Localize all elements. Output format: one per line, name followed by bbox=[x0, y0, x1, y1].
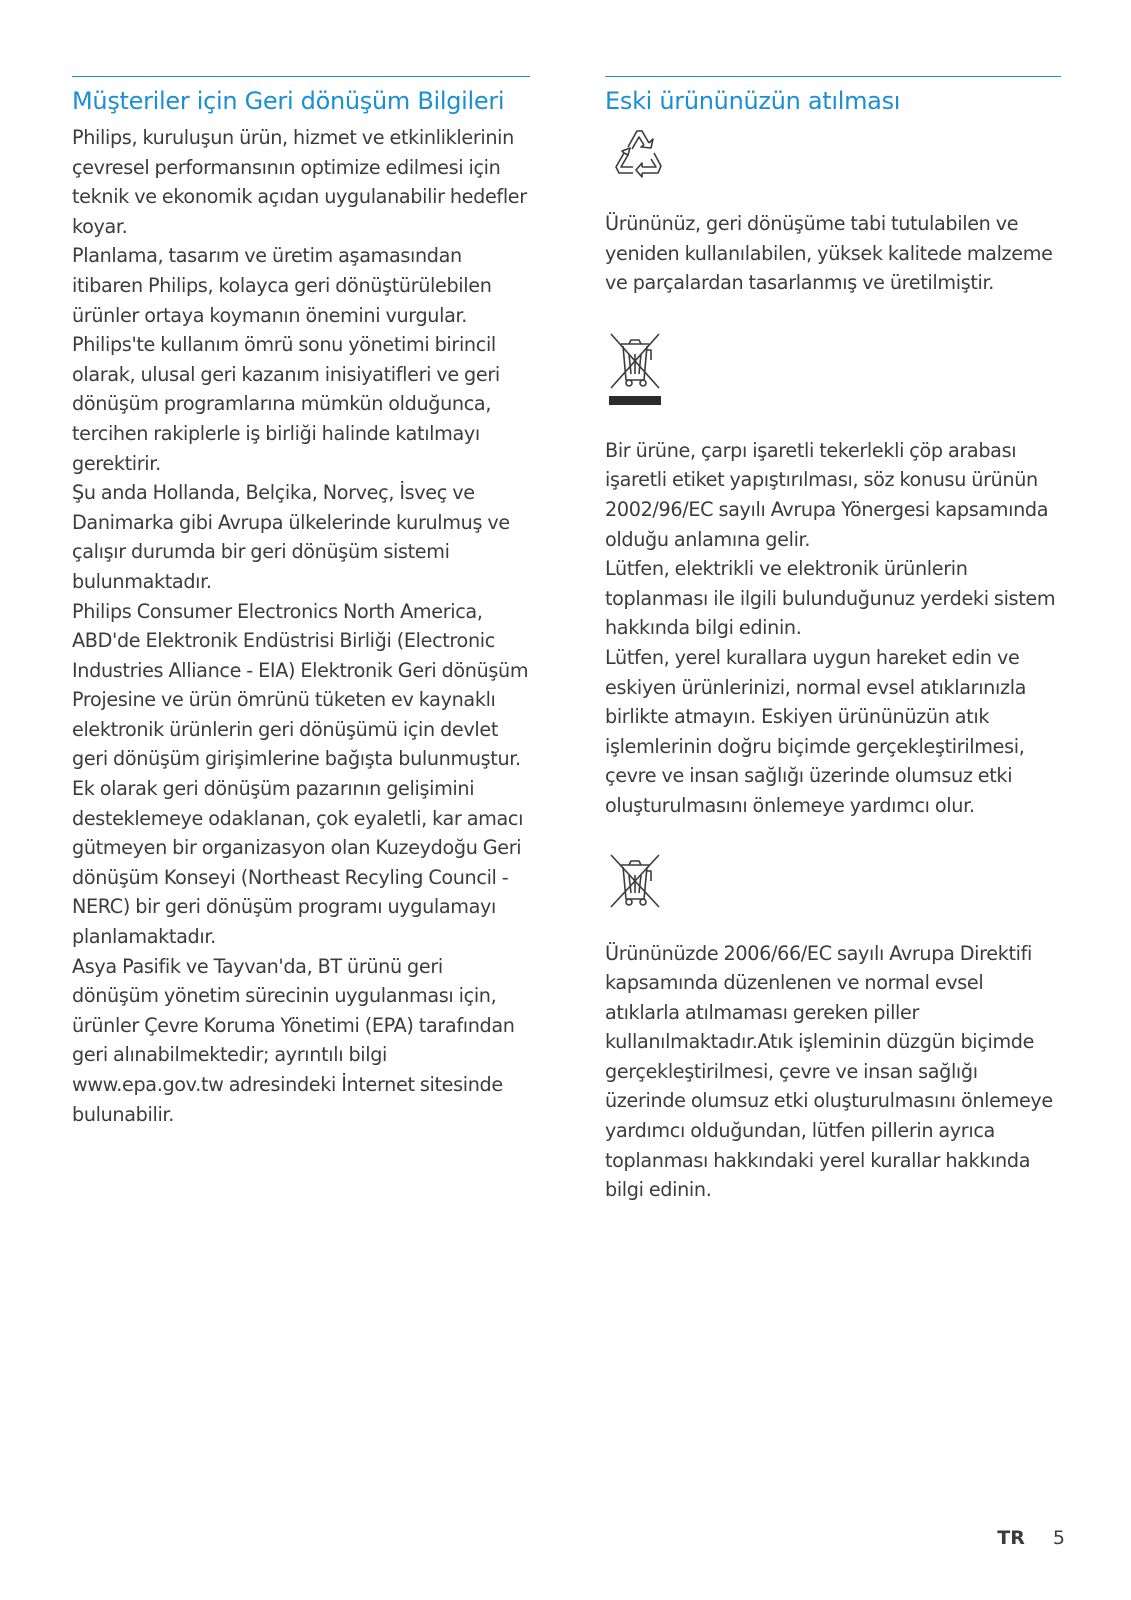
section-rule bbox=[72, 76, 530, 77]
section-rule bbox=[605, 76, 1061, 77]
section-heading-disposal: Eski ürününüzün atılması bbox=[605, 87, 901, 115]
paragraph: Lütfen, yerel kurallara uygun hareket edin ve eskiyen ürünlerinizi, normal evsel atıklarınızla birlikte atmayın. Eskiyen ürününüzün atık işlemlerinin doğru biçimde gerçekleştirilmesi, çevre ve insan sağlığı üzerinde olumsuz etki oluşturulmasını önlemeye yardımcı olur. bbox=[605, 645, 1027, 817]
crossed-bin-with-bar-icon bbox=[607, 330, 663, 406]
language-code: TR bbox=[997, 1527, 1025, 1549]
paragraph: Planlama, tasarım ve üretim aşamasından itibaren Philips, kolayca geri dönüştürülebilen ürünler ortaya koymanın önemini vurgular. Philips'te kullanım ömrü sonu yönetimi birincil olarak, ulusal geri kazanım inisiyatifleri ve geri dönüşüm programlarına mümkün olduğunca, tercihen rakiplerle iş birliği halinde katılmayı gerektirir. bbox=[72, 244, 500, 475]
paragraph: Lütfen, elektrikli ve elektronik ürünlerin toplanması ile ilgili bulunduğunuz yerdeki sistem hakkında bilgi edinin. bbox=[605, 557, 1056, 640]
right-column bbox=[605, 76, 1061, 1205]
paragraph: Ürününüz, geri dönüşüme tabi tutulabilen ve yeniden kullanılabilen, yüksek kalitede malzeme ve parçalardan tasarlanmış ve üretilmiştir. bbox=[605, 212, 1053, 295]
paragraph: Philips Consumer Electronics North America, ABD'de Elektronik Endüstrisi Birliği (Electronic Industries Alliance - EIA) Elektronik Geri dönüşüm Projesine ve ürün ömrünü tüketen ev kaynaklı elektronik ürünlerin geri dönüşümü için devlet geri dönüşüm girişimlerine bağışta bulunmuştur. Ek olarak geri dönüşüm pazarının gelişimini desteklemeye odaklanan, çok eyaletli, kar amacı gütmeyen bir organizasyon olan Kuzeydoğu Geri dönüşüm Konseyi (Northeast Recyling Council - NERC) bir geri dönüşüm programı uygulamayı planlamaktadır. bbox=[72, 599, 529, 949]
recycle-icon bbox=[608, 123, 668, 183]
crossed-bin-icon bbox=[607, 851, 663, 911]
paragraph: Şu anda Hollanda, Belçika, Norveç, İsveç ve Danimarka gibi Avrupa ülkelerinde kurulmuş ve çalışır durumda bir geri dönüşüm sistemi bulunmaktadır. bbox=[72, 481, 510, 593]
section-heading-recycling-info: Müşteriler için Geri dönüşüm Bilgileri bbox=[72, 87, 505, 115]
paragraph: Bir ürüne, çarpı işaretli tekerlekli çöp arabası işaretli etiket yapıştırılması, söz konusu ürünün 2002/96/EC sayılı Avrupa Yönergesi kapsamında olduğu anlamına gelir. bbox=[605, 438, 1049, 551]
paragraph: Ürününüzde 2006/66/EC sayılı Avrupa Direktifi kapsamında düzenlenen ve normal evsel atıklarla atılmaması gereken piller kullanılmaktadır.Atık işleminin düzgün biçimde gerçekleştirilmesi, çevre ve insan sağlığı üzerinde olumsuz etki oluşturulmasını önlemeye yardımcı olduğundan, lütfen pillerin ayrıca toplanması hakkındaki yerel kurallar hakkında bilgi edinin. bbox=[605, 941, 1053, 1202]
left-column bbox=[72, 76, 530, 1129]
page-number: 5 bbox=[1052, 1527, 1065, 1549]
paragraph: Philips, kuruluşun ürün, hizmet ve etkinliklerinin çevresel performansının optimize edilmesi için teknik ve ekonomik açıdan uygulanabilir hedefler koyar. bbox=[72, 126, 527, 238]
page-footer bbox=[997, 1527, 1065, 1549]
paragraph: Asya Pasifik ve Tayvan'da, BT ürünü geri dönüşüm yönetim sürecinin uygulanması için, ürünler Çevre Koruma Yönetimi (EPA) tarafından geri alınabilmektedir; ayrıntılı bilgi www.epa.gov.tw adresindeki İnternet sitesinde bulunabilir. bbox=[72, 954, 515, 1126]
